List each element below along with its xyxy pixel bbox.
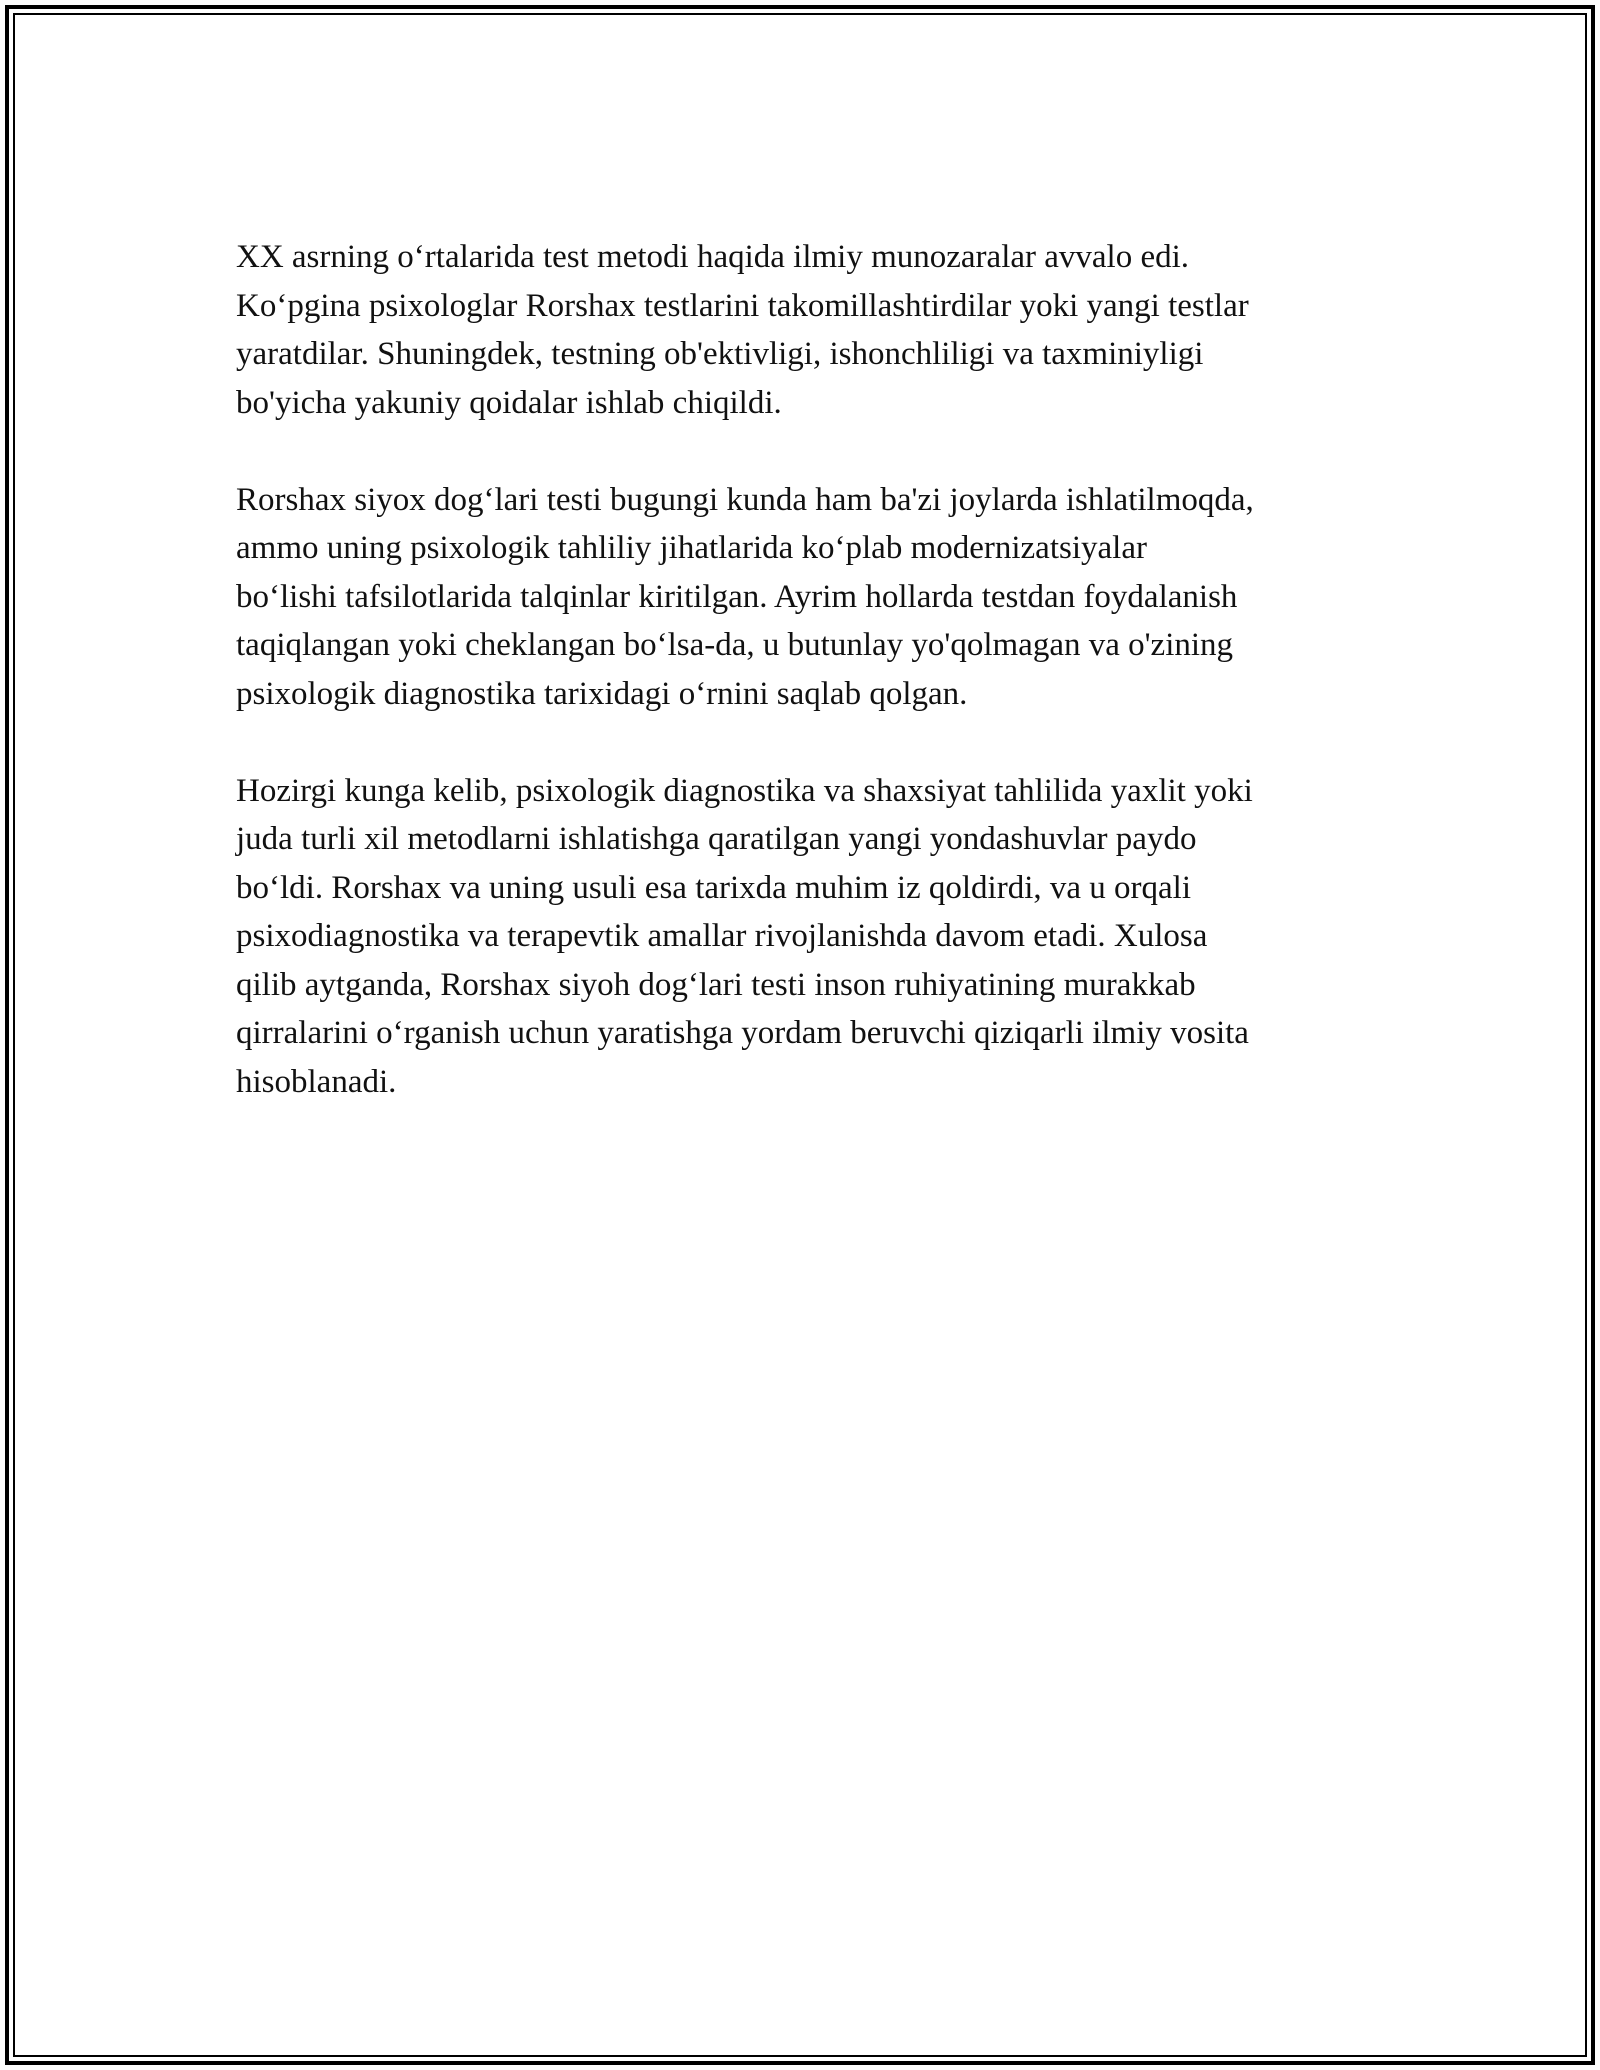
text-line: Hozirgi kunga kelib, psixologik diagnostika va shaxsiyat tahlilida yaxlit yoki <box>236 772 1253 809</box>
paragraph-1 <box>236 233 1386 427</box>
text-line: Ko‘pgina psixologlar Rorshax testlarini takomillashtirdilar yoki yangi testlar <box>236 287 1249 324</box>
text-line: bo‘ldi. Rorshax va uning usuli esa tarixda muhim iz qoldirdi, va u orqali <box>236 869 1192 906</box>
text-line: psixologik diagnostika tarixidagi o‘rnini saqlab qolgan. <box>236 675 968 712</box>
text-line: qilib aytganda, Rorshax siyoh dog‘lari testi inson ruhiyatining murakkab <box>236 966 1196 1003</box>
document-body <box>236 233 1386 1155</box>
text-line: psixodiagnostika va terapevtik amallar rivojlanishda davom etadi. Xulosa <box>236 918 1208 954</box>
text-line: ammo uning psixologik tahliliy jihatlarida ko‘plab modernizatsiyalar <box>236 530 1147 566</box>
paragraph-2 <box>236 476 1386 719</box>
text-line: bo‘lishi tafsilotlarida talqinlar kiritilgan. Ayrim hollarda testdan foydalanish <box>236 578 1238 615</box>
paragraph-3 <box>236 767 1386 1107</box>
text-line: juda turli xil metodlarni ishlatishga qaratilgan yangi yondashuvlar paydo <box>236 821 1197 857</box>
text-line: bo'yicha yakuniy qoidalar ishlab chiqildi. <box>236 384 782 421</box>
text-line: hisoblanadi. <box>236 1063 397 1100</box>
text-line: XX asrning o‘rtalarida test metodi haqida ilmiy munozaralar avvalo edi. <box>236 239 1190 275</box>
text-line: yaratdilar. Shuningdek, testning ob'ektivligi, ishonchliligi va taxminiyligi <box>236 336 1204 372</box>
text-line: Rorshax siyox dog‘lari testi bugungi kunda ham ba'zi joylarda ishlatilmoqda, <box>236 481 1254 518</box>
text-line: taqiqlangan yoki cheklangan bo‘lsa-da, u butunlay yo'qolmagan va o'zining <box>236 627 1234 663</box>
text-line: qirralarini o‘rganish uchun yaratishga yordam beruvchi qiziqarli ilmiy vosita <box>236 1015 1249 1051</box>
